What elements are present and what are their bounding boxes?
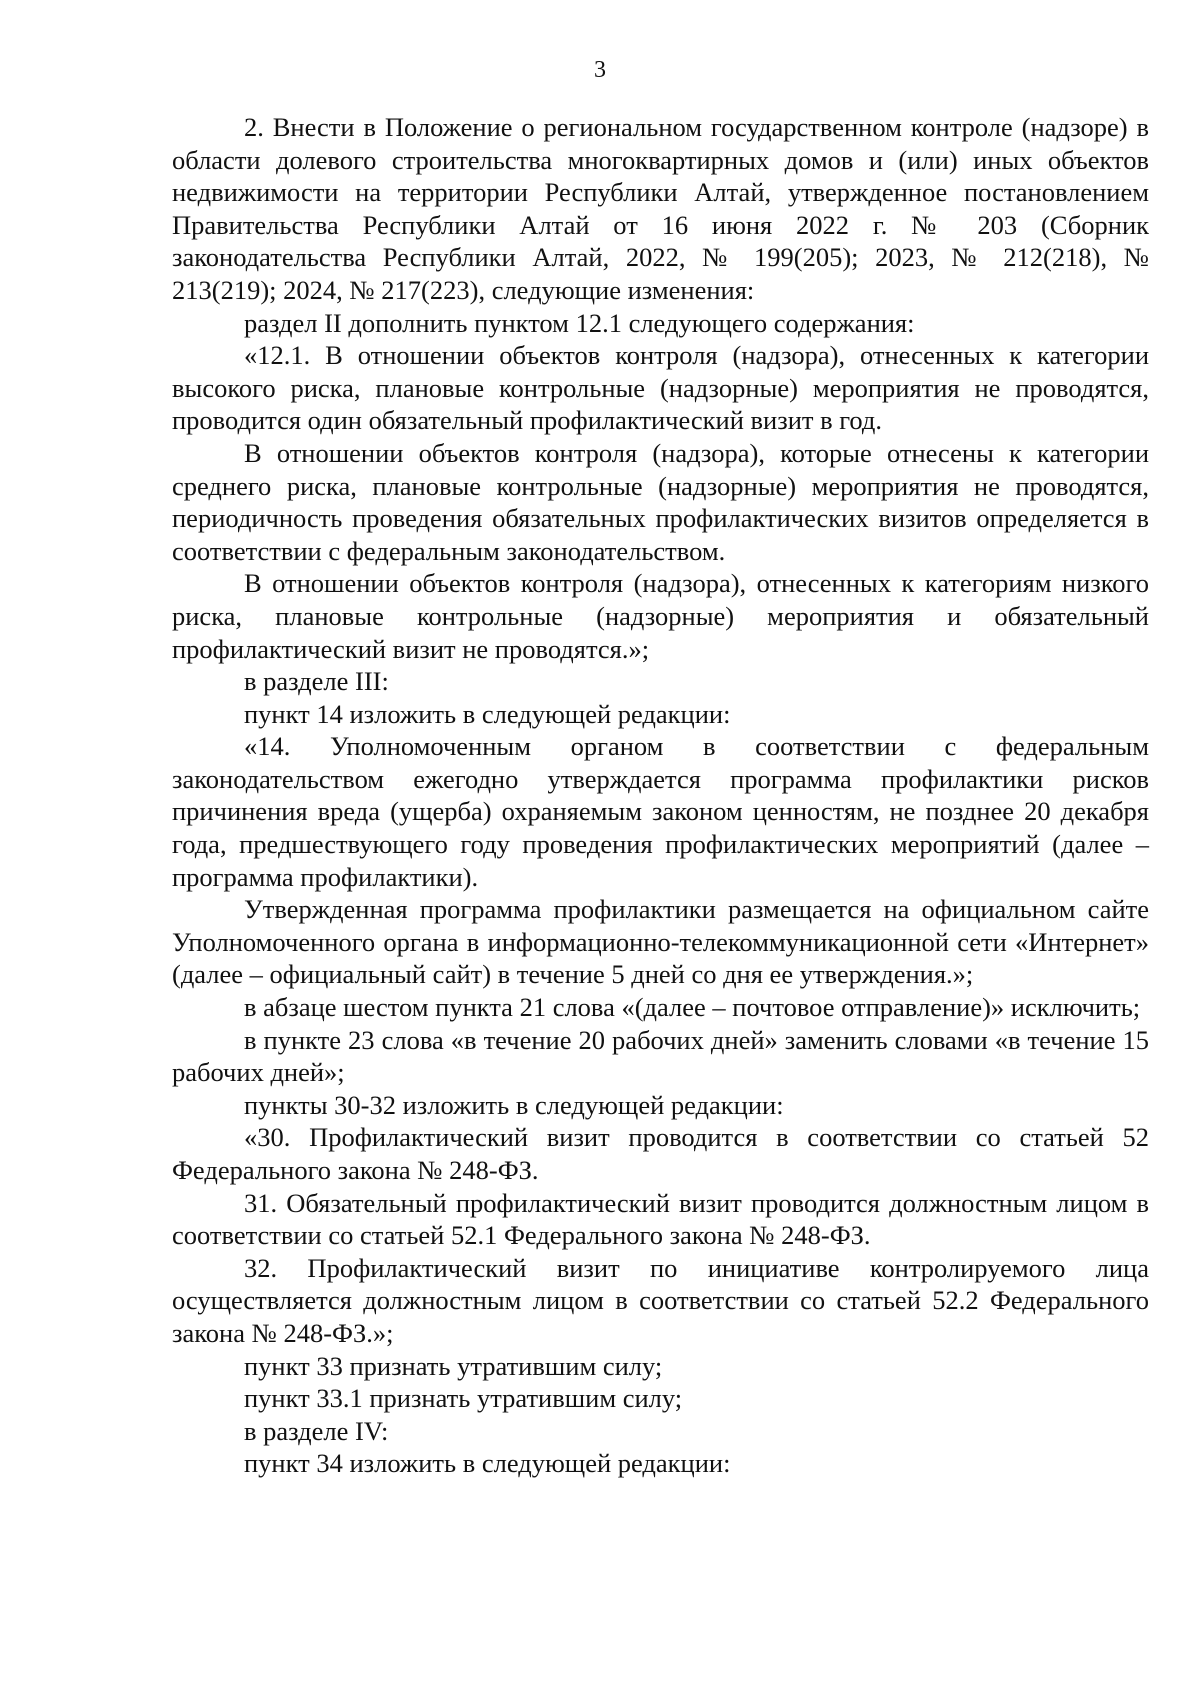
page-number: 3 [594, 57, 606, 83]
paragraph-point-33: пункт 33 признать утратившим силу; [244, 1350, 663, 1381]
paragraph-point-21: в абзаце шестом пункта 21 слова «(далее – почтовое отправление)» исключить; [244, 992, 1141, 1023]
paragraph-section-2-addition: раздел II дополнить пунктом 12.1 следующего содержания: [244, 307, 915, 338]
paragraph-12-1-high-risk: «12.1. В отношении объектов контроля (надзора), отнесенных к категории высокого риска, плановые контрольные (надзорные) мероприятия не проводятся, проводится один обязательный профилактический визит в год. [172, 340, 1149, 436]
paragraph-point-32: 32. Профилактический визит по инициативе контролируемого лица осуществляется должностным лицом в соответствии со статьей 52.2 Федерального закона № 248-ФЗ.»; [172, 1252, 1149, 1348]
paragraph-low-risk: В отношении объектов контроля (надзора), отнесенных к категориям низкого риска, плановые контрольные (надзорные) мероприятия и обязательный профилактический визит не проводятся.»; [172, 568, 1149, 664]
paragraph-point-30: «30. Профилактический визит проводится в соответствии со статьей 52 Федерального закона № 248-ФЗ. [172, 1122, 1149, 1185]
paragraph-medium-risk: В отношении объектов контроля (надзора), которые отнесены к категории среднего риска, плановые контрольные (надзорные) мероприятия не проводятся, периодичность проведения обязательных профилактических визитов определяется в соответствии с федеральным законодательством. [172, 437, 1149, 566]
paragraph-amendment-intro: 2. Внести в Положение о региональном государственном контроле (надзоре) в области долевого строительства многоквартирных домов и (или) иных объектов недвижимости на территории Республики Алтай, утвержденное постановлением Правительства Республики Алтай от 16 июня 2022 г. № 203 (Сборник законодательства Республики Алтай, 2022, № 199(205); 2023, № 212(218), № 213(219); 2024, № 217(223), следующие изменения: [172, 112, 1149, 305]
paragraph-section-3: в разделе III: [244, 666, 389, 697]
paragraph-point-23: в пункте 23 слова «в течение 20 рабочих дней» заменить словами «в течение 15 рабочих дней»; [172, 1024, 1149, 1088]
paragraph-points-30-32-intro: пункты 30-32 изложить в следующей редакции: [244, 1089, 784, 1120]
paragraph-section-4: в разделе IV: [244, 1415, 389, 1446]
paragraph-program-publication: Утвержденная программа профилактики размещается на официальном сайте Уполномоченного органа в информационно-телекоммуникационной сети «Интернет» (далее – официальный сайт) в течение 5 дней со дня ее утверждения.»; [172, 894, 1149, 990]
paragraph-point-31: 31. Обязательный профилактический визит проводится должностным лицом в соответствии со статьей 52.1 Федерального закона № 248-ФЗ. [172, 1187, 1149, 1251]
paragraph-point-34-intro: пункт 34 изложить в следующей редакции: [244, 1448, 731, 1479]
paragraph-point-14-intro: пункт 14 изложить в следующей редакции: [244, 698, 731, 729]
document-body [172, 111, 1149, 1480]
paragraph-point-14: «14. Уполномоченным органом в соответствии с федеральным законодательством ежегодно утверждается программа профилактики рисков причинения вреда (ущерба) охраняемым законом ценностям, не позднее 20 декабря года, предшествующего году проведения профилактических мероприятий (далее – программа профилактики). [172, 731, 1149, 892]
paragraph-point-33-1: пункт 33.1 признать утратившим силу; [244, 1383, 683, 1414]
